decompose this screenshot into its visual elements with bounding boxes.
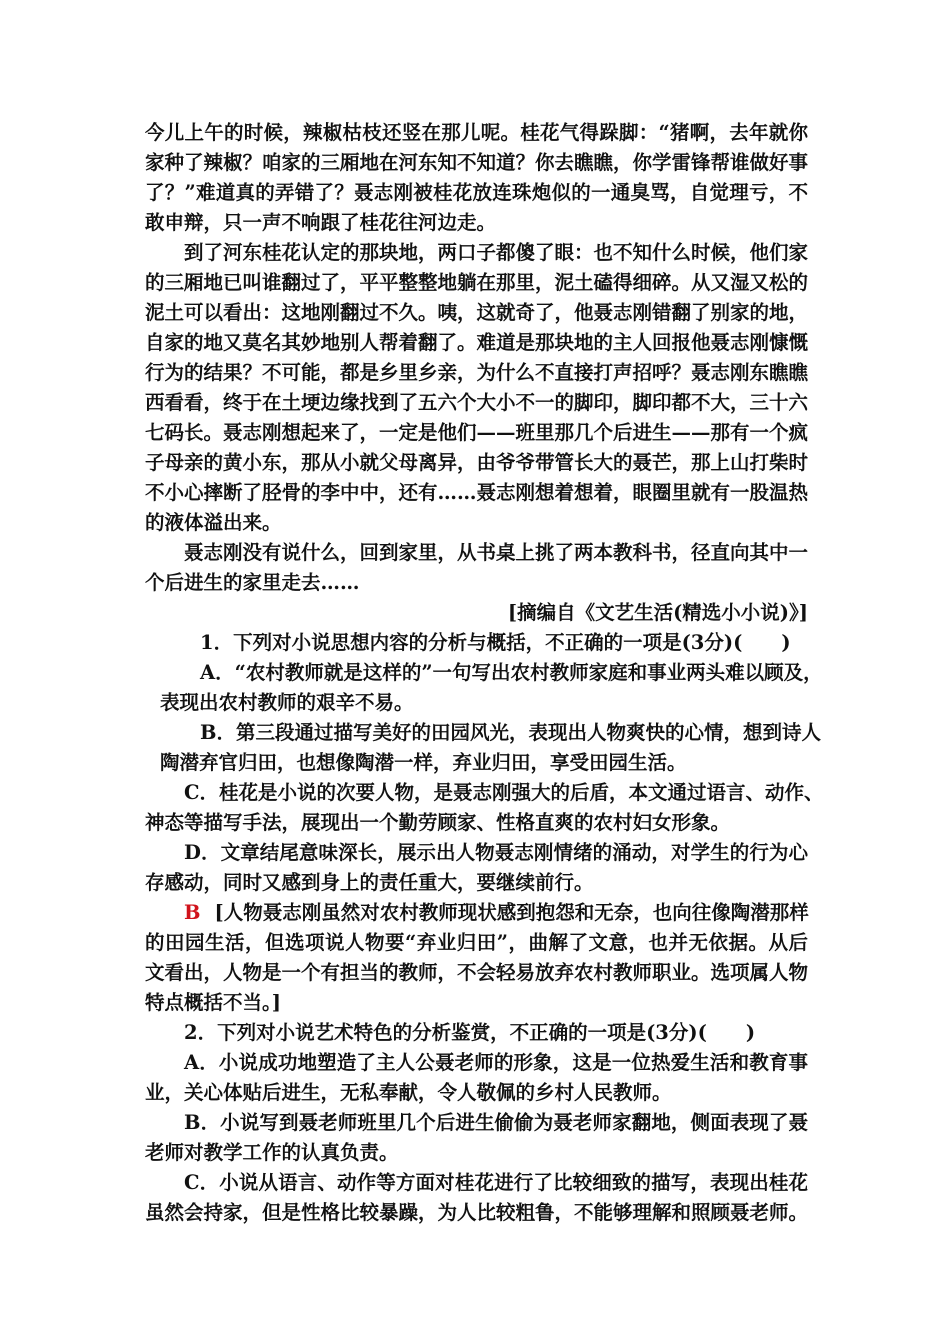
option-a-cont: 表现出农村教师的艰辛不易。 bbox=[160, 691, 414, 714]
story-line: 聂志刚没有说什么，回到家里，从书桌上挑了两本教科书，径直向其中一 bbox=[184, 541, 809, 564]
story-line: 行为的结果？不可能，都是乡里乡亲，为什么不直接打声招呼？聂志刚东瞧瞧 bbox=[145, 361, 809, 384]
answer-key: B bbox=[184, 901, 201, 924]
story-line: 个后进生的家里走去…… bbox=[145, 571, 360, 594]
option-c-cont: 神态等描写手法，展现出一个勤劳顾家、性格直爽的农村妇女形象。 bbox=[145, 811, 731, 834]
story-line: 自家的地又莫名其妙地别人帮着翻了。难道是那块地的主人回报他聂志刚慷慨 bbox=[145, 331, 809, 354]
explanation-line: 文看出，人物是一个有担当的教师，不会轻易放弃农村教师职业。选项属人物 bbox=[145, 961, 809, 984]
option-a: A．小说成功地塑造了主人公聂老师的形象，这是一位热爱生活和教育事 bbox=[184, 1051, 808, 1074]
story-line: 西看看，终于在土埂边缘找到了五六个大小不一的脚印，脚印都不大，三十六 bbox=[145, 391, 809, 414]
story-line: 七码长。聂志刚想起来了，一定是他们——班里那几个后进生——那有一个疯 bbox=[145, 421, 809, 444]
option-c: C．小说从语言、动作等方面对桂花进行了比较细致的描写，表现出桂花 bbox=[184, 1171, 808, 1194]
option-b: B．小说写到聂老师班里几个后进生偷偷为聂老师家翻地，侧面表现了聂 bbox=[184, 1111, 808, 1134]
option-b: B．第三段通过描写美好的田园风光，表现出人物爽快的心情，想到诗人 bbox=[200, 721, 821, 744]
story-line: 今儿上午的时候，辣椒枯枝还竖在那儿呢。桂花气得跺脚：“猪啊，去年就你 bbox=[145, 121, 808, 144]
option-b-cont: 老师对教学工作的认真负责。 bbox=[145, 1141, 399, 1164]
option-d-cont: 存感动，同时又感到身上的责任重大，要继续前行。 bbox=[145, 871, 594, 894]
question-stem: 2．下列对小说艺术特色的分析鉴赏，不正确的一项是(3分)( ) bbox=[184, 1021, 756, 1044]
question-stem: 1．下列对小说思想内容的分析与概括，不正确的一项是(3分)( ) bbox=[200, 631, 791, 654]
story-line: 的三厢地已叫谁翻过了，平平整整地躺在那里，泥土磕得细碎。从又湿又松的 bbox=[145, 271, 809, 294]
source-citation: [摘编自《文艺生活(精选小小说)》] bbox=[507, 601, 808, 624]
story-line: 的液体溢出来。 bbox=[145, 511, 282, 534]
story-line: 不小心摔断了胫骨的李中中，还有……聂志刚想着想着，眼圈里就有一股温热 bbox=[145, 481, 809, 504]
option-b-cont: 陶潜弃官归田，也想像陶潜一样，弃业归田，享受田园生活。 bbox=[160, 751, 687, 774]
explanation-line: 的田园生活，但选项说人物要“弃业归田”，曲解了文意，也并无依据。从后 bbox=[145, 931, 808, 954]
option-c-cont: 虽然会持家，但是性格比较暴躁，为人比较粗鲁，不能够理解和照顾聂老师。 bbox=[145, 1201, 809, 1224]
option-a: A．“农村教师就是这样的”一句写出农村教师家庭和事业两头难以顾及， bbox=[200, 661, 823, 684]
story-line: 到了河东桂花认定的那块地，两口子都傻了眼：也不知什么时候，他们家 bbox=[184, 241, 809, 264]
option-a-cont: 业，关心体贴后进生，无私奉献，令人敬佩的乡村人民教师。 bbox=[145, 1081, 672, 1104]
explanation-line: [人物聂志刚虽然对农村教师现状感到抱怨和无奈，也向往像陶潜那样 bbox=[214, 901, 809, 924]
story-line: 泥土可以看出：这地刚翻过不久。咦，这就奇了，他聂志刚错翻了别家的地， bbox=[145, 301, 809, 324]
answer-row bbox=[184, 898, 808, 928]
story-line: 敢申辩，只一声不响跟了桂花往河边走。 bbox=[145, 211, 497, 234]
story-line: 家种了辣椒？咱家的三厢地在河东知不知道？你去瞧瞧，你学雷锋帮谁做好事 bbox=[145, 151, 809, 174]
explanation-line: 特点概括不当。] bbox=[145, 991, 281, 1014]
option-d: D．文章结尾意味深长，展示出人物聂志刚情绪的涌动，对学生的行为心 bbox=[184, 841, 808, 864]
option-c: C．桂花是小说的次要人物，是聂志刚强大的后盾，本文通过语言、动作、 bbox=[184, 781, 824, 804]
story-line: 了？”难道真的弄错了？聂志刚被桂花放连珠炮似的一通臭骂，自觉理亏，不 bbox=[145, 181, 808, 204]
story-line: 子母亲的黄小东，那从小就父母离异，由爷爷带管长大的聂芒，那上山打柴时 bbox=[145, 451, 809, 474]
